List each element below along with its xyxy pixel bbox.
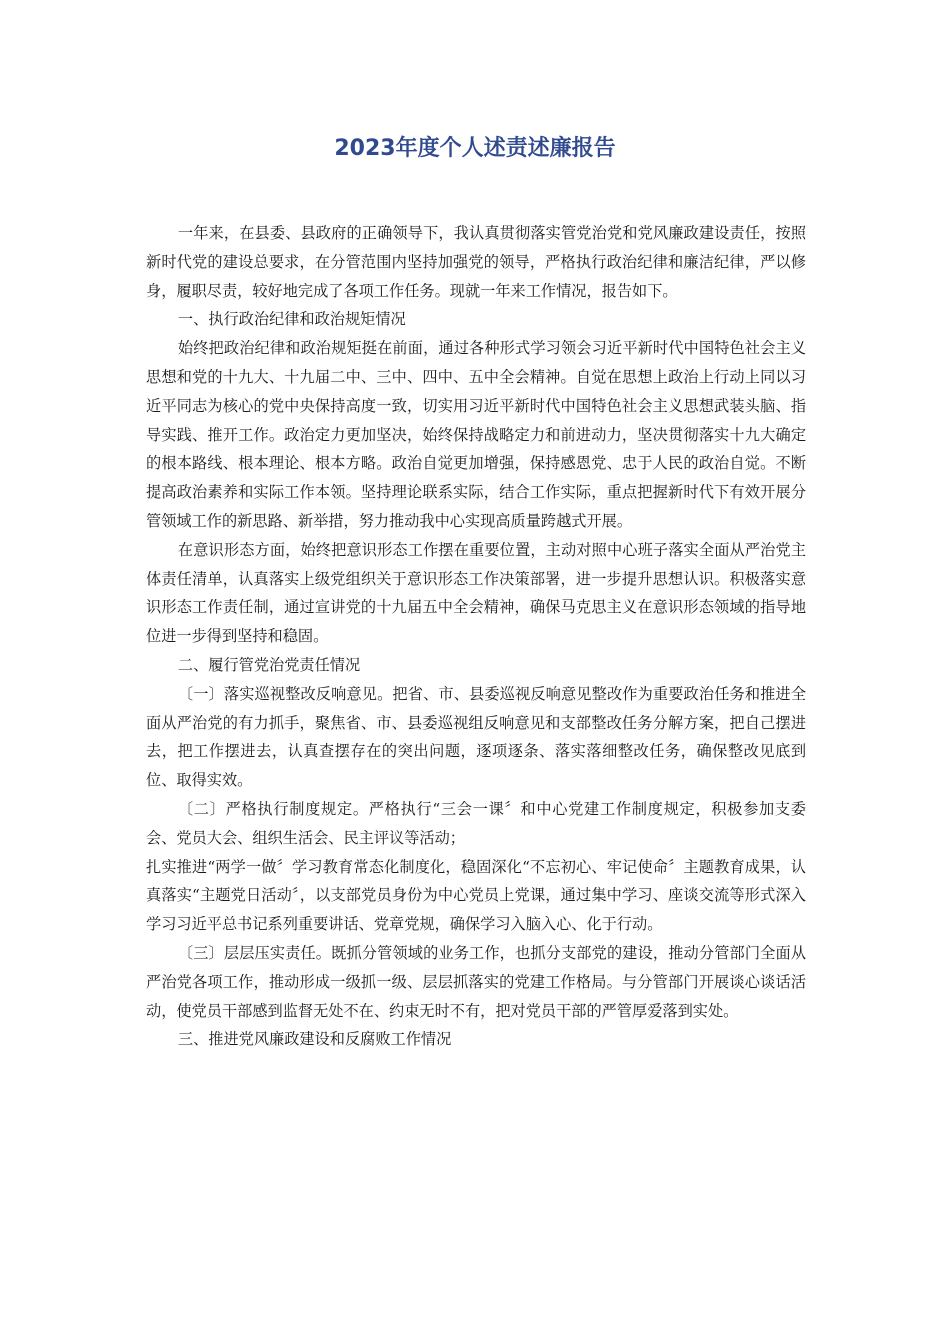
section-2-item-2-continued: 扎实推进“两学一做〞学习教育常态化制度化，稳固深化“不忘初心、牢记使命〞主题教育成果，认真落实“主题党日活动〞，以支部党员身份为中心党员上党课，通过集中学习、座谈交流等形式深入学习习近平总书记系列重要讲话、党章党规，确保学习入脑入心、化于行动。 xyxy=(146,857,806,934)
section-heading-1: 一、执行政治纪律和政治规矩情况 xyxy=(177,310,406,329)
section-1-paragraph-1: 始终把政治纪律和政治规矩挺在前面，通过各种形式学习领会习近平新时代中国特色社会主义思想和党的十九大、十九届二中、三中、四中、五中全会精神。自觉在思想上政治上行动上同以习近平同志为核心的党中央保持高度一致，切实用习近平新时代中国特色社会主义思想武装头脑、指导实践、推开工作。政治定力更加坚决，始终保持战略定力和前进动力，坚决贯彻落实十九大确定的根本路线、根本理论、根本方略。政治自觉更加增强，保持感恩党、忠于人民的政治自觉。不断提高政治素养和实际工作本领。坚持理论联系实际，结合工作实际，重点把握新时代下有效开展分管领域工作的新思路、新举措，努力推动我中心实现高质量跨越式开展。 xyxy=(146,339,806,530)
section-1-paragraph-2: 在意识形态方面，始终把意识形态工作摆在重要位置，主动对照中心班子落实全面从严治党主体责任清单，认真落实上级党组织关于意识形态工作决策部署，进一步提升思想认识。积极落实意识形态工作责任制，通过宣讲党的十九届五中全会精神，确保马克思主义在意识形态领域的指导地位进一步得到坚持和稳固。 xyxy=(146,540,806,646)
section-heading-2: 二、履行管党治党责任情况 xyxy=(177,655,361,674)
section-2-item-1: 〔一〕落实巡视整改反响意见。把省、市、县委巡视反响意见整改作为重要政治任务和推进全面从严治党的有力抓手，聚焦省、市、县委巡视组反响意见和支部整改任务分解方案，把自己摆进去，把工作摆进去，认真查摆存在的突出问题，逐项逐条、落实落细整改任务，确保整改见底到位、取得实效。 xyxy=(146,684,806,790)
document-title: 2023年度个人述责述廉报告 xyxy=(334,136,616,161)
intro-paragraph: 一年来，在县委、县政府的正确领导下，我认真贯彻落实管党治党和党风廉政建设责任，按照新时代党的建设总要求，在分管范围内坚持加强党的领导，严格执行政治纪律和廉洁纪律，严以修身，履职尽责，较好地完成了各项工作任务。现就一年来工作情况，报告如下。 xyxy=(146,224,806,300)
section-2-item-3: 〔三〕层层压实责任。既抓分管领域的业务工作，也抓分支部党的建设，推动分管部门全面从严治党各项工作，推动形成一级抓一级、层层抓落实的党建工作格局。与分管部门开展谈心谈话活动，使党员干部感到监督无处不在、约束无时不有，把对党员干部的严管厚爱落到实处。 xyxy=(146,943,806,1020)
section-heading-3: 三、推进党风廉政建设和反腐败工作情况 xyxy=(177,1030,452,1049)
document-body xyxy=(146,219,806,1054)
section-2-item-2: 〔二〕严格执行制度规定。严格执行“三会一课〞和中心党建工作制度规定，积极参加支委会、党员大会、组织生活会、民主评议等活动； xyxy=(146,799,806,847)
